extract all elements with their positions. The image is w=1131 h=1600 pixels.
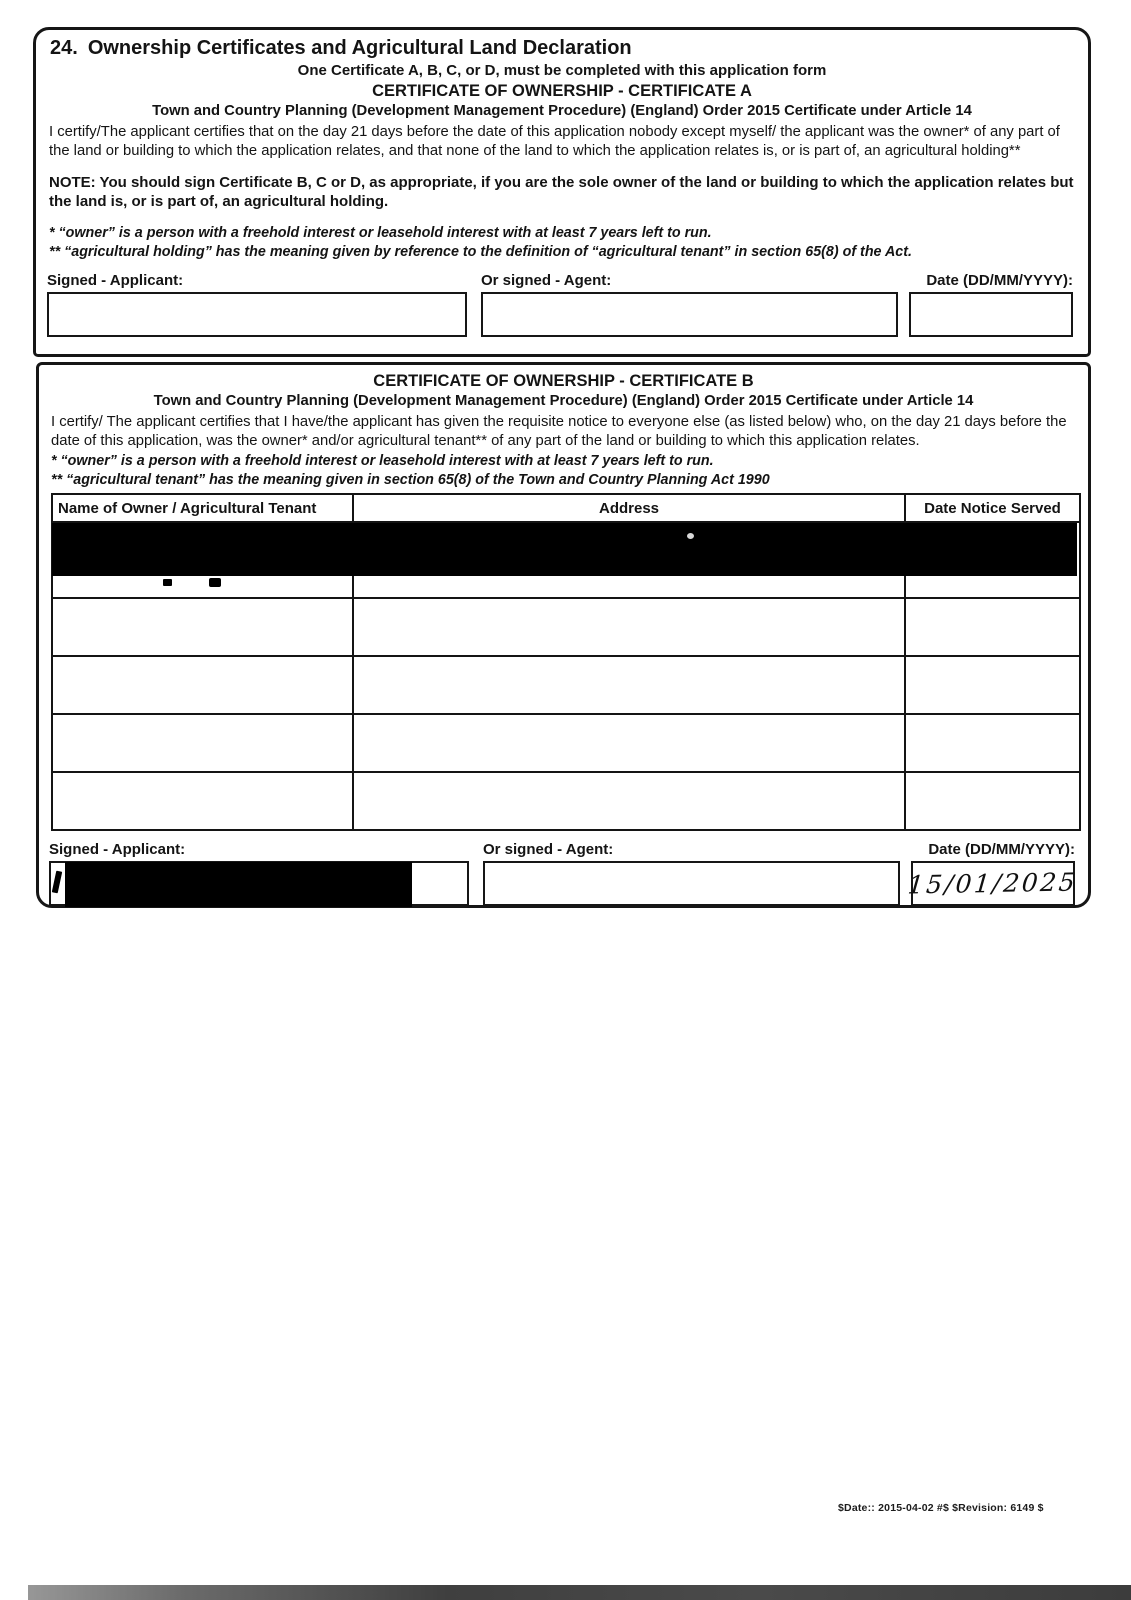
table-row xyxy=(52,772,1080,830)
table-row xyxy=(52,714,1080,772)
signed-applicant-label: Signed - Applicant: xyxy=(47,272,184,290)
date-notice-served-cell[interactable] xyxy=(905,772,1080,830)
section-number: 24. xyxy=(50,37,78,59)
redacted-applicant-signature-bar xyxy=(65,862,412,907)
owner-name-cell[interactable] xyxy=(52,772,353,830)
signed-agent-label: Or signed - Agent: xyxy=(481,272,612,290)
section-header xyxy=(50,37,1077,60)
address-cell[interactable] xyxy=(353,772,905,830)
handwritten-date-value: 15/01/2025 xyxy=(907,867,1079,900)
certificate-b-section xyxy=(36,362,1091,908)
address-cell[interactable] xyxy=(353,714,905,772)
certificate-a-date-group xyxy=(909,272,1073,337)
date-notice-served-cell[interactable] xyxy=(905,598,1080,656)
certificate-b-footnote-tenant: ** “agricultural tenant” has the meaning given in section 65(8) of the Town and Country Planning Act 1990 xyxy=(51,472,770,489)
signed-agent-label: Or signed - Agent: xyxy=(483,841,614,859)
certificate-b-subheading: Town and Country Planning (Development Management Procedure) (England) Order 2015 Certificate under Article 14 xyxy=(153,393,974,409)
table-row xyxy=(52,656,1080,714)
date-notice-served-cell[interactable] xyxy=(905,656,1080,714)
table-row xyxy=(52,598,1080,656)
certificate-b-footnote-owner: * “owner” is a person with a freehold interest or leasehold interest with at least 7 years left to run. xyxy=(51,452,714,469)
redaction-artifact-dot xyxy=(687,533,694,539)
certificate-a-note: NOTE: You should sign Certificate B, C or D, as appropriate, if you are the sole owner of the land or building to which the application relates but the land is, or is part of, an agricultural holding. xyxy=(49,173,1074,211)
certificate-a-applicant-signature-field[interactable] xyxy=(47,292,467,337)
certificate-a-section xyxy=(33,27,1091,357)
owner-name-cell[interactable] xyxy=(52,714,353,772)
date-label: Date (DD/MM/YYYY): xyxy=(926,272,1073,290)
certificate-b-agent-signature-field[interactable] xyxy=(483,861,900,906)
owners-notice-table-wrap xyxy=(51,493,1079,831)
date-notice-served-cell[interactable] xyxy=(905,714,1080,772)
certificate-a-applicant-group xyxy=(47,272,467,337)
redaction-artifact-mark xyxy=(209,578,221,587)
certificate-b-applicant-group xyxy=(49,841,469,906)
address-cell[interactable] xyxy=(353,656,905,714)
date-label: Date (DD/MM/YYYY): xyxy=(928,841,1075,859)
header-owner-name: Name of Owner / Agricultural Tenant xyxy=(52,494,353,522)
scan-edge-bar xyxy=(28,1585,1131,1600)
certificate-b-agent-group xyxy=(483,841,900,906)
certificate-a-subheading: Town and Country Planning (Development Management Procedure) (England) Order 2015 Certificate under Article 14 xyxy=(152,103,972,119)
certificate-a-signature-row xyxy=(47,272,1077,337)
redacted-owner-row-bar xyxy=(52,523,1077,576)
redaction-artifact-mark xyxy=(163,579,172,586)
certificate-a-footnote-holding: ** “agricultural holding” has the meaning given by reference to the definition of “agricultural tenant” in section 65(8) of the Act. xyxy=(49,244,912,261)
certificate-a-footnote-owner: * “owner” is a person with a freehold interest or leasehold interest with at least 7 years left to run. xyxy=(49,224,712,241)
owner-name-cell[interactable] xyxy=(52,598,353,656)
header-date-notice-served: Date Notice Served xyxy=(905,494,1080,522)
certificate-b-date-field[interactable] xyxy=(907,861,1079,906)
signature-stroke-mark xyxy=(52,871,62,894)
address-cell[interactable] xyxy=(353,598,905,656)
certificate-a-agent-signature-field[interactable] xyxy=(481,292,898,337)
section-title: Ownership Certificates and Agricultural Land Declaration xyxy=(87,37,632,59)
signed-applicant-label: Signed - Applicant: xyxy=(49,841,186,859)
certificate-a-declaration: I certify/The applicant certifies that on the day 21 days before the date of this application nobody except myself/ the applicant was the owner* of any part of the land or building to which the application relates, and that none of the land to which the application relates is, or is part of, an agricultural holding** xyxy=(49,124,1060,159)
header-address: Address xyxy=(353,494,905,522)
certificate-b-signature-row xyxy=(49,841,1078,906)
table-header-row xyxy=(52,494,1080,522)
certificate-b-heading: CERTIFICATE OF OWNERSHIP - CERTIFICATE B xyxy=(373,372,754,390)
certificate-b-date-group xyxy=(907,841,1079,906)
certificate-b-applicant-signature-field[interactable] xyxy=(49,861,469,906)
certificate-b-declaration: I certify/ The applicant certifies that I have/the applicant has given the requisite notice to everyone else (as listed below) who, on the day 21 days before the date of this application, was the owner* and/or agricultural tenant** of any part of the land or building to which this application relates. xyxy=(51,414,1067,449)
section-subtitle: One Certificate A, B, C, or D, must be completed with this application form xyxy=(297,62,827,79)
certificate-a-heading: CERTIFICATE OF OWNERSHIP - CERTIFICATE A xyxy=(372,82,752,100)
document-revision-stamp: $Date:: 2015-04-02 #$ $Revision: 6149 $ xyxy=(838,1502,1044,1514)
owner-name-cell[interactable] xyxy=(52,656,353,714)
certificate-a-date-field[interactable] xyxy=(909,292,1073,337)
certificate-a-agent-group xyxy=(481,272,898,337)
